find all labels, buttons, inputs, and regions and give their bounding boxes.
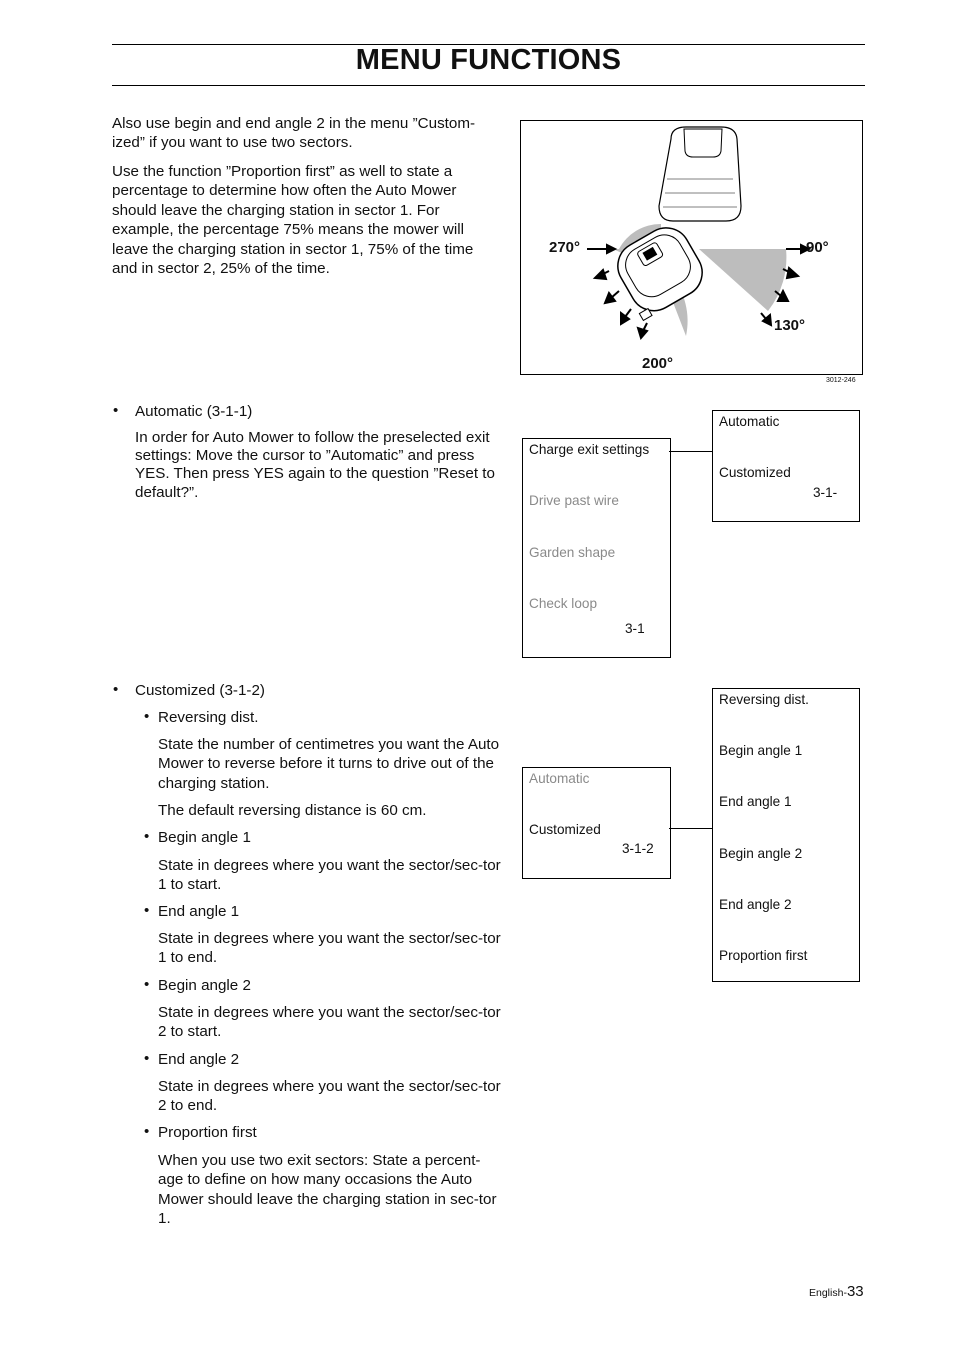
connector-2 <box>669 828 713 829</box>
automatic-text: In order for Auto Mower to follow the preselected exit settings: Move the cursor to ”Automatic” and press YES. Then press YES again to the question ”Reset to default?”. <box>135 429 495 501</box>
menu-code-3-1-2: 3-1-2 <box>622 841 654 856</box>
submenu-automatic-customized <box>712 410 860 522</box>
menu-charge-exit <box>522 438 671 658</box>
charging-station-icon <box>659 127 741 221</box>
submenu-item-customized[interactable]: Customized <box>719 465 791 480</box>
footer-language: English- <box>809 1287 847 1299</box>
page-title: MENU FUNCTIONS <box>355 44 622 76</box>
menu-item-automatic[interactable]: Automatic <box>529 771 590 786</box>
angle-label-200: 200° <box>642 355 674 372</box>
item-title-begin-angle-1: Begin angle 1 <box>158 829 251 846</box>
submenu-item-end-angle-1[interactable]: End angle 1 <box>719 794 792 809</box>
bullet-reversing: • <box>144 708 150 725</box>
submenu-item-reversing-dist[interactable]: Reversing dist. <box>719 692 809 707</box>
submenu-customized-settings <box>712 688 860 982</box>
menu-item-drive-past-wire[interactable]: Drive past wire <box>529 493 619 508</box>
submenu-item-automatic[interactable]: Automatic <box>719 414 780 429</box>
submenu-item-end-angle-2[interactable]: End angle 2 <box>719 897 792 912</box>
item-text-reversing: State the number of centimetres you want the Auto Mower to reverse before it turns to drive out of the charging station. <box>158 736 500 792</box>
intro-paragraph-2: Use the function ”Proportion first” as well to state a percentage to determine how often the Auto Mower should leave the charging station in sector 1. For example, the percentage 75% means the mower will leave the charging station in sector 1, 75% of the time and in sector 2, 25% of the time. <box>112 163 474 278</box>
item-text-proportion-first: When you use two exit sectors: State a percent-age to define on how many occasions the Auto Mower should leave the charging station in sec-tor 1. <box>158 1152 497 1228</box>
angle-label-270: 270° <box>549 239 581 256</box>
sector-2 <box>699 249 786 311</box>
item-title-end-angle-1: End angle 1 <box>158 903 240 920</box>
angle-label-130: 130° <box>774 317 806 334</box>
item-title-end-angle-2: End angle 2 <box>158 1051 240 1068</box>
menu-code-3-1: 3-1 <box>625 621 645 636</box>
customized-heading: Customized (3-1-2) <box>135 682 265 699</box>
exit-angle-figure <box>520 120 863 375</box>
submenu-item-begin-angle-1[interactable]: Begin angle 1 <box>719 743 803 758</box>
submenu-code-3-1: 3-1- <box>813 485 838 500</box>
bullet-customized: • <box>113 681 119 698</box>
menu-item-check-loop[interactable]: Check loop <box>529 596 598 611</box>
angle-label-90: 90° <box>806 239 829 256</box>
bullet-proportion-first: • <box>144 1123 150 1140</box>
page-footer <box>809 1283 864 1300</box>
item-title-proportion-first: Proportion first <box>158 1124 257 1141</box>
bullet-end-angle-2: • <box>144 1050 150 1067</box>
submenu-item-proportion-first[interactable]: Proportion first <box>719 948 808 963</box>
item-extra-reversing: The default reversing distance is 60 cm. <box>158 802 427 819</box>
menu-item-garden-shape[interactable]: Garden shape <box>529 545 616 560</box>
intro-paragraph-1: Also use begin and end angle 2 in the menu ”Custom-ized” if you want to use two sectors. <box>112 115 476 152</box>
item-title-begin-angle-2: Begin angle 2 <box>158 977 251 994</box>
page-number: 33 <box>846 1283 864 1300</box>
automatic-heading: Automatic (3-1-1) <box>135 403 253 420</box>
bullet-automatic: • <box>113 402 119 419</box>
submenu-item-begin-angle-2[interactable]: Begin angle 2 <box>719 846 803 861</box>
menu-item-customized[interactable]: Customized <box>529 822 601 837</box>
item-text-begin-angle-1: State in degrees where you want the sector/sec-tor 1 to start. <box>158 857 501 894</box>
bullet-begin-angle-2: • <box>144 976 150 993</box>
menu-automatic-customized <box>522 767 671 879</box>
item-title-reversing: Reversing dist. <box>158 709 259 726</box>
connector-1 <box>669 451 713 452</box>
menu-item-charge-exit-settings[interactable]: Charge exit settings <box>529 442 650 457</box>
bullet-begin-angle-1: • <box>144 828 150 845</box>
mower-icon <box>607 219 711 320</box>
item-text-end-angle-2: State in degrees where you want the sector/sec-tor 2 to end. <box>158 1078 501 1115</box>
bullet-end-angle-1: • <box>144 902 150 919</box>
item-text-begin-angle-2: State in degrees where you want the sector/sec-tor 2 to start. <box>158 1004 501 1041</box>
item-text-end-angle-1: State in degrees where you want the sector/sec-tor 1 to end. <box>158 930 501 967</box>
title-underline <box>112 85 865 86</box>
figure-code: 3012-246 <box>826 377 856 384</box>
